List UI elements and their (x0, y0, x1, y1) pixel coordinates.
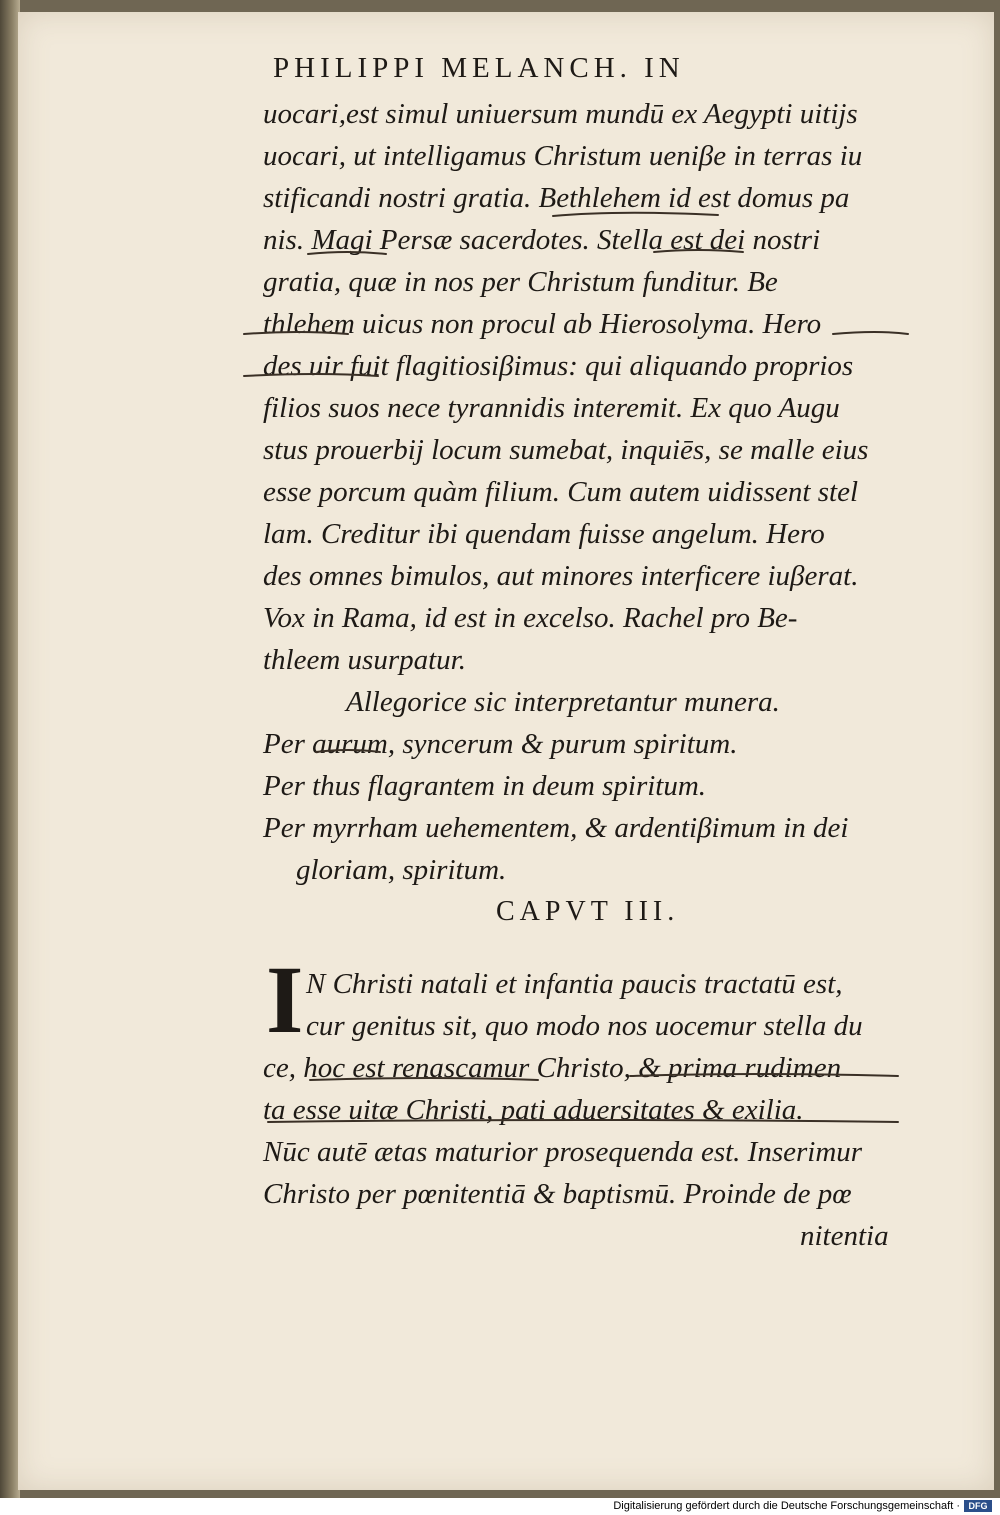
body-line-8: filios suos nece tyrannidis interemit. Ex quo Augu (263, 392, 840, 424)
body-line-5: gratia, quæ in nos per Christum funditur. Be (263, 266, 778, 298)
allegory-line-1: Per aurum, syncerum & purum spiritum. (263, 728, 738, 760)
body-line-3: stificandi nostri gratia. Bethlehem id est domus pa (263, 182, 850, 214)
chapter-line-2: cur genitus sit, quo modo nos uocemur stella du (306, 1010, 863, 1042)
body-line-2: uocari, ut intelligamus Christum ueniβe in terras iu (263, 140, 863, 172)
allegory-line-3: Per myrrham uehementem, & ardentiβimum in dei (263, 812, 849, 844)
drop-cap: I (266, 946, 304, 1053)
book-page (18, 12, 994, 1490)
body-line-1: uocari,est simul uniuersum mundū ex Aegypti uitijs (263, 98, 858, 130)
body-line-11: lam. Creditur ibi quendam fuisse angelum. Hero (263, 518, 825, 550)
body-line-4: nis. Magi Persæ sacerdotes. Stella est dei nostri (263, 224, 821, 256)
chapter-line-7: nitentia (800, 1220, 889, 1252)
body-line-12: des omnes bimulos, aut minores interficere iuβerat. (263, 560, 859, 592)
body-line-9: stus prouerbij locum sumebat, inquiēs, se malle eius (263, 434, 869, 466)
body-line-14: thleem usurpatur. (263, 644, 466, 676)
body-line-13: Vox in Rama, id est in excelso. Rachel pro Be- (263, 602, 798, 634)
dfg-logo: DFG (964, 1500, 992, 1512)
allegory-line-4: gloriam, spiritum. (296, 854, 507, 886)
chapter-line-5: Nūc autē ætas maturior prosequenda est. Inserimur (263, 1136, 863, 1168)
body-line-7: des uir fuit flagitiosiβimus: qui aliquando proprios (263, 350, 854, 382)
footer-credit: Digitalisierung gefördert durch die Deutsche Forschungsgemeinschaft · (613, 1500, 960, 1512)
body-line-10: esse porcum quàm filium. Cum autem uidissent stel (263, 476, 858, 508)
chapter-line-3: ce, hoc est renascamur Christo, & prima rudimen (263, 1052, 842, 1084)
chapter-line-1: N Christi natali et infantia paucis tractatū est, (306, 968, 843, 1000)
running-head: PHILIPPI MELANCH. IN (273, 52, 685, 84)
allegory-line-2: Per thus flagrantem in deum spiritum. (263, 770, 707, 802)
body-line-6: thlehem uicus non procul ab Hierosolyma. Hero (263, 308, 822, 340)
chapter-heading: CAPVT III. (496, 896, 680, 927)
chapter-line-4: ta esse uitæ Christi, pati aduersitates & exilia. (263, 1094, 804, 1126)
book-spine (0, 0, 20, 1498)
chapter-line-6: Christo per pœnitentiā & baptismū. Proinde de pœ (263, 1178, 852, 1210)
underline-hero (833, 332, 908, 334)
allegory-heading: Allegorice sic interpretantur munera. (346, 686, 780, 718)
